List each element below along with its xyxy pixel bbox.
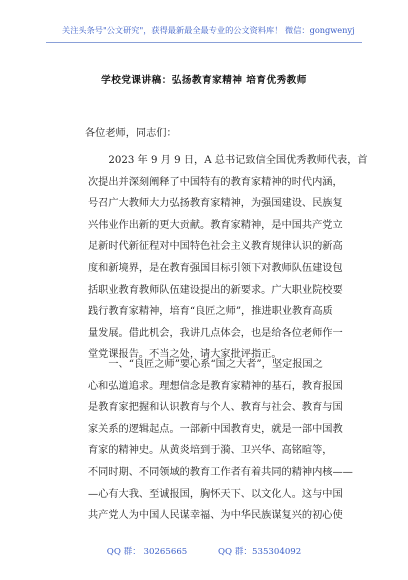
paragraph-line: —心有大我、至诚报国，胸怀天下、以文化人。这与中国 (88, 488, 343, 500)
paragraph-line: 量发展。借此机会，我讲几点体会，也是给各位老师作一 (88, 327, 343, 339)
header-notice: 关注头条号"公文研究"，获得最新最全最专业的公文资料库！ 微信：gongwenyj (62, 25, 355, 35)
paragraph-line: 2023 年 9 月 9 日，A 总书记致信全国优秀教师代表，首 (88, 155, 368, 166)
paragraph-line: 不同时期、不同领域的教育工作者有着共同的精神内核—— (88, 466, 353, 478)
footer-qq-group-2: QQ 群：535304092 (218, 547, 302, 557)
paragraph-2 (88, 354, 353, 544)
paragraph-line: 一、“良匠之师”要心系“国之大者”，坚定报国之 (88, 359, 323, 370)
paragraph-line: 度和新境界，是在教育强国目标引领下对教师队伍建设包 (88, 262, 343, 274)
paragraph-line: 心和弘道追求。理想信念是教育家精神的基石，教育报国 (88, 380, 343, 392)
paragraph-line: 践行教育家精神，培育“良匠之师”，推进职业教育高质 (88, 306, 333, 318)
paragraph-line: 育家的精神史。从黄炎培到于漪、卫兴华、高铭暄等， (88, 445, 333, 457)
document-title: 学校党课讲稿：弘扬教育家精神 培育优秀教师 (101, 75, 307, 86)
paragraph-line: 括职业教育教师队伍建设提出的新要求。广大职业院校要 (88, 284, 343, 296)
footer-contacts (0, 545, 408, 557)
paragraph-line: 家关系的逻辑起点。一部新中国教育史，就是一部中国教 (88, 423, 343, 435)
paragraph-line: 次提出并深刻阐释了中国特有的教育家精神的时代内涵， (88, 176, 343, 188)
paragraph-line: 堂党课报告。不当之处，请大家批评指正。 (88, 349, 282, 361)
paragraph-line: 共产党人为中国人民谋幸福、为中华民族谋复兴的初心使 (88, 510, 343, 522)
paragraph-line: 是教育家把握和认识教育与个人、教育与社会、教育与国 (88, 402, 343, 414)
paragraph-line: 足新时代新征程对中国特色社会主义教育规律认识的新高 (88, 241, 343, 253)
paragraph-line: 号召广大教师大力弘扬教育家精神，为强国建设、民族复 (88, 198, 343, 210)
header-notice-bar (0, 0, 408, 44)
greeting: 各位老师，同志们： (85, 128, 177, 139)
footer-qq-group-1: QQ 群： 30265665 (106, 547, 188, 557)
paragraph-line: 兴伟业作出新的更大贡献。教育家精神，是中国共产党立 (88, 219, 343, 231)
header-divider (46, 42, 362, 43)
